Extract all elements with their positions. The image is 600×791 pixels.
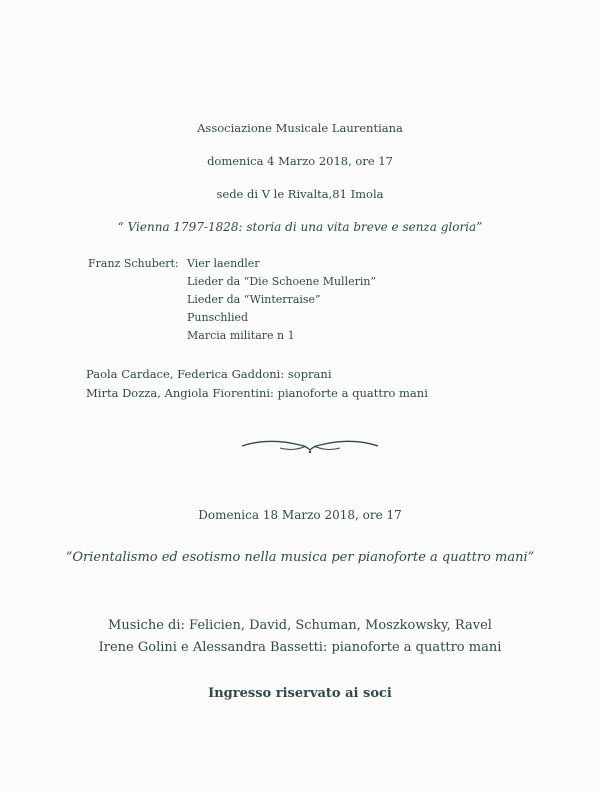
event1-date: domenica 4 Marzo 2018, ore 17 [207, 154, 393, 168]
association-name: Associazione Musicale Laurentiana [197, 121, 403, 135]
program-piece: Lieder da “Winterraise” [187, 293, 321, 306]
ornamental-flourish-icon [240, 436, 380, 456]
event1-performers-singers: Paola Cardace, Federica Gaddoni: soprani [86, 367, 332, 381]
event2-date: Domenica 18 Marzo 2018, ore 17 [198, 508, 402, 522]
program-piece: Vier laendler [187, 257, 260, 270]
entry-note: Ingresso riservato ai soci [208, 686, 392, 701]
program-row [88, 255, 376, 273]
program-piece: Marcia militare n 1 [187, 329, 295, 342]
event1-title: “ Vienna 1797-1828: storia di una vita breve e senza gloria” [117, 220, 483, 234]
program-piece: Lieder da “Die Schoene Mullerin” [187, 275, 377, 288]
event1-program [88, 255, 376, 345]
event2-title: “Orientalismo ed esotismo nella musica per pianoforte a quattro mani” [65, 550, 535, 565]
event2-music: Musiche di: Felicien, David, Schuman, Moszkowsky, Ravel [108, 618, 492, 633]
program-piece: Punschlied [187, 311, 249, 324]
event1-venue: sede di V le Rivalta,81 Imola [216, 187, 384, 201]
event1-performers-pianists: Mirta Dozza, Angiola Fiorentini: pianoforte a quattro mani [86, 386, 428, 400]
event2-performers: Irene Golini e Alessandra Bassetti: pianoforte a quattro mani [98, 640, 502, 655]
composer-name: Franz Schubert: [88, 257, 179, 270]
